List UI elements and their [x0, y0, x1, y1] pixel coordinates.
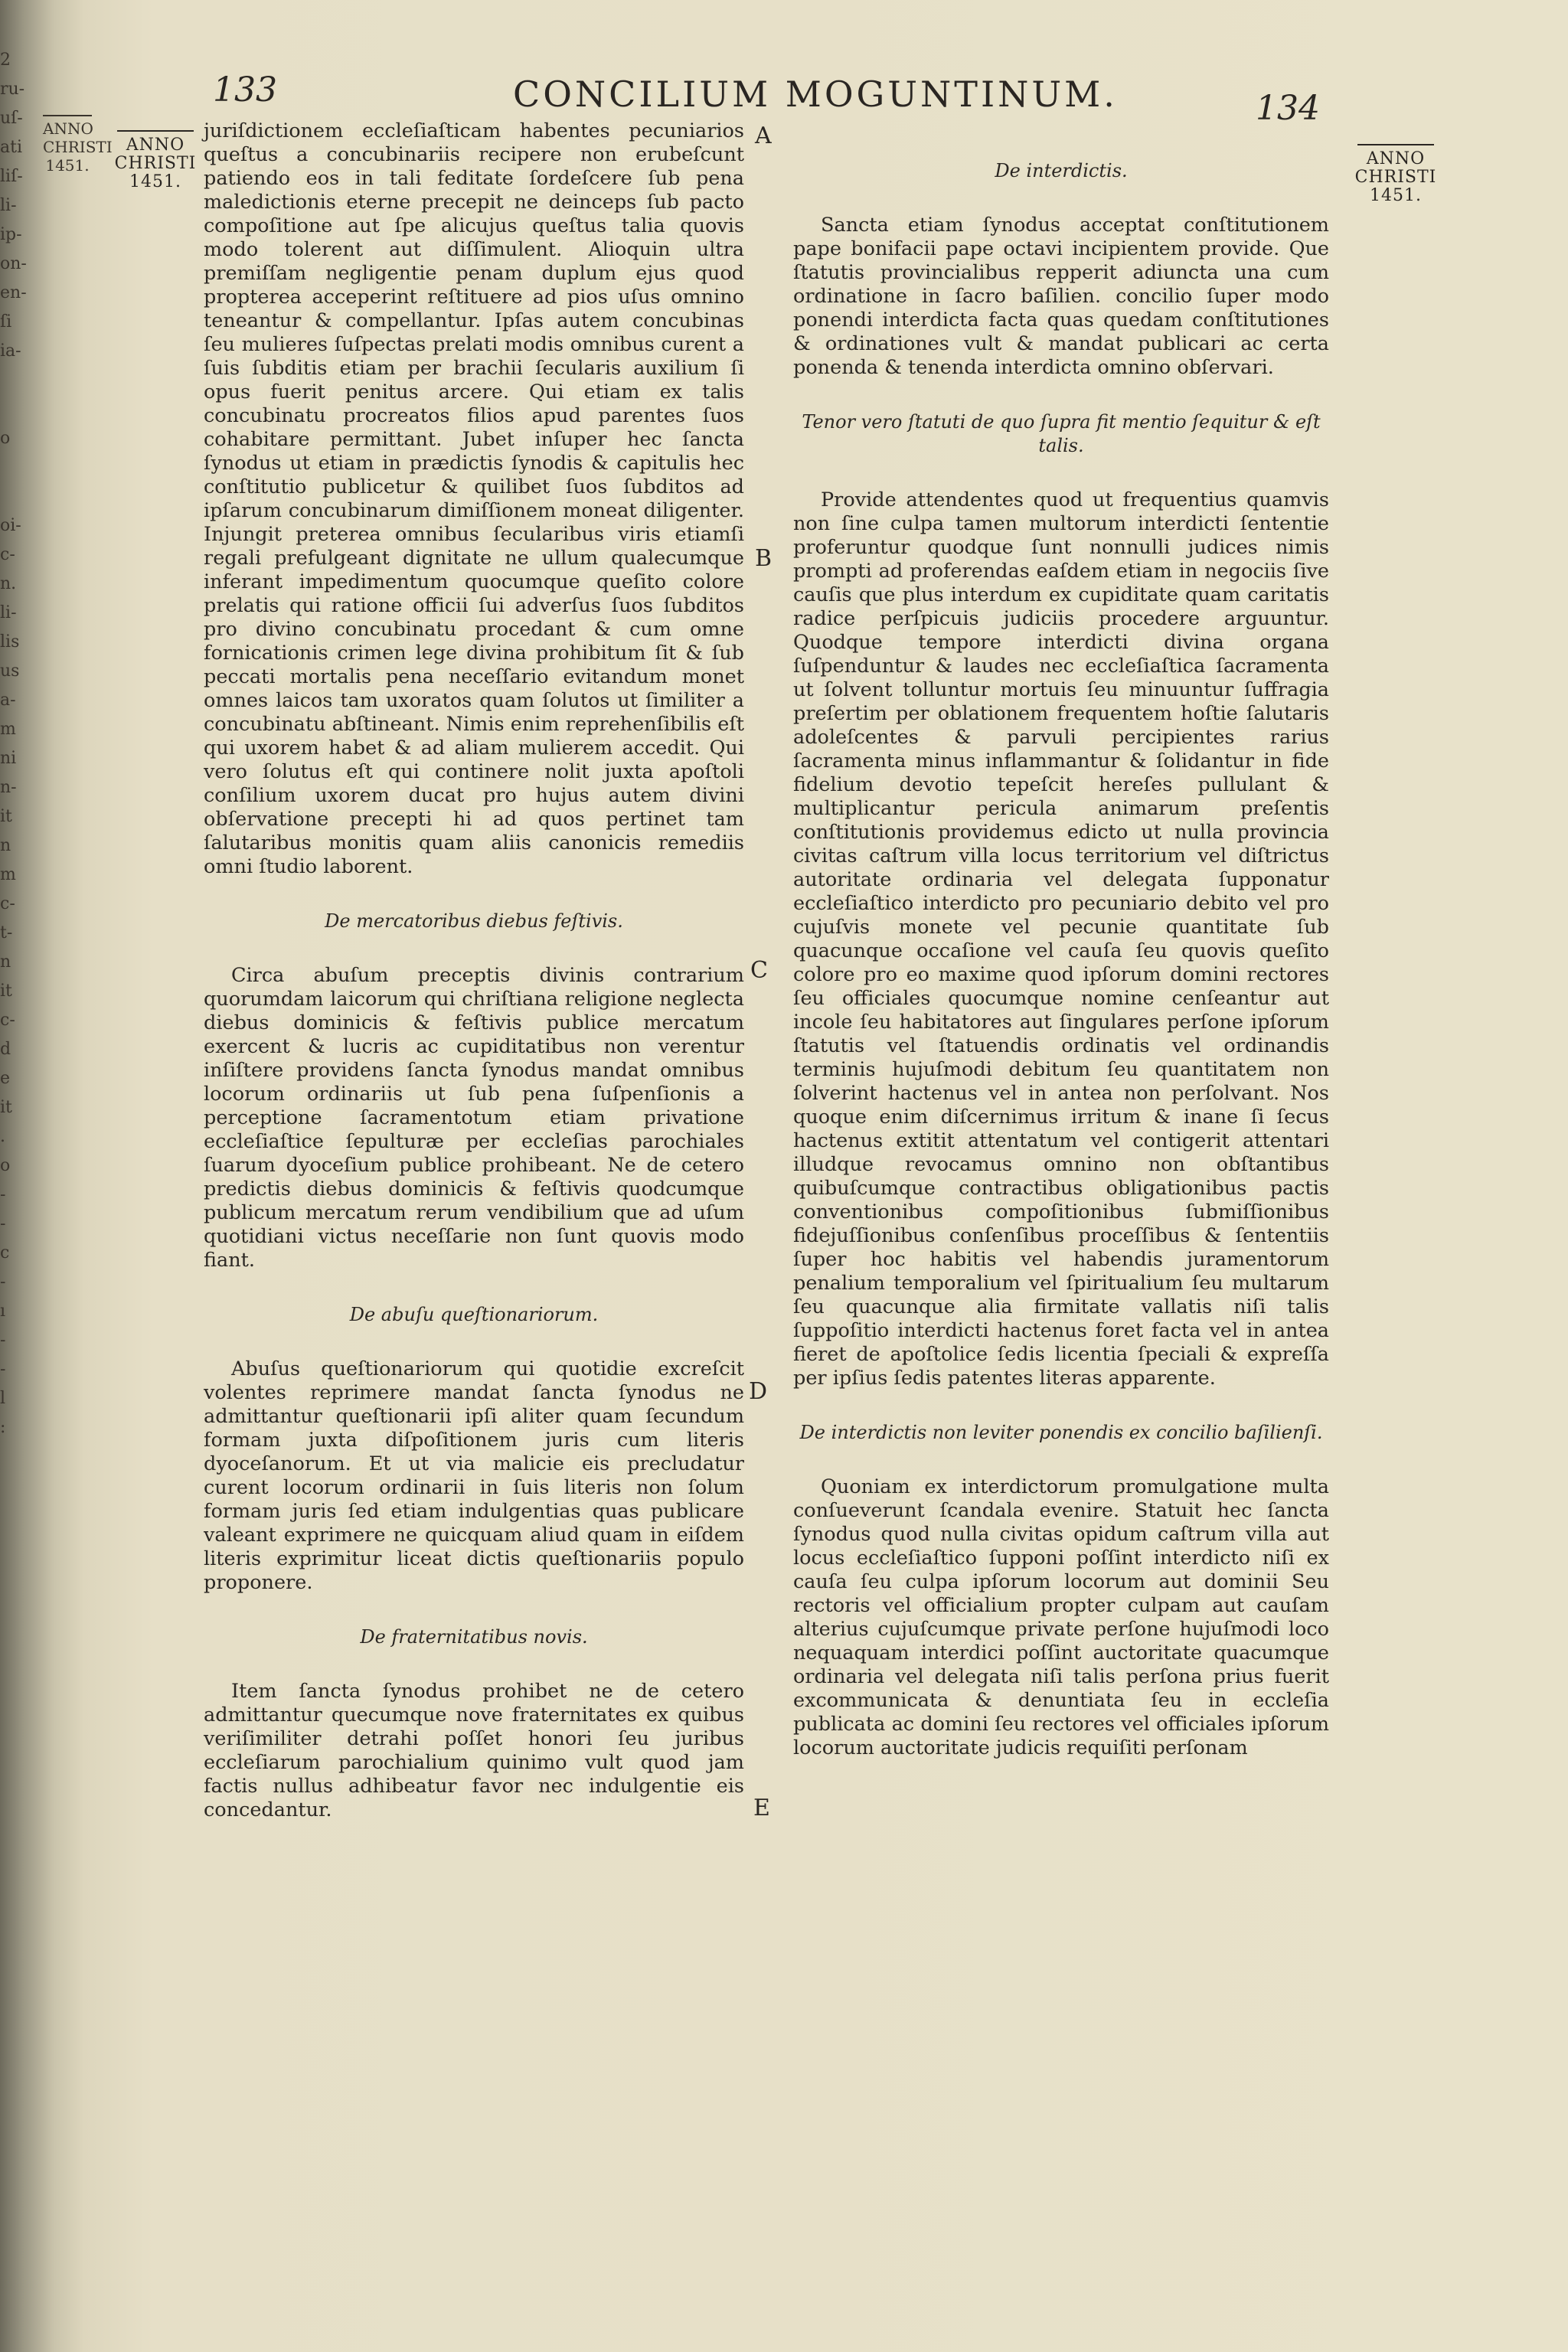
section-heading: De mercatoribus diebus feſtivis.	[325, 910, 623, 932]
page-number-left: 133	[213, 70, 277, 109]
left-column	[204, 119, 744, 1822]
previous-page-anno-note: ANNO CHRISTI 1451.	[43, 115, 92, 175]
section-heading: De abuſu queſtionariorum.	[349, 1304, 599, 1325]
running-title: CONCILIUM MOGUNTINUM.	[513, 74, 1118, 115]
margin-note-rule	[1357, 144, 1434, 145]
section-letter-c: C	[750, 957, 768, 984]
page-number-right: 134	[1256, 89, 1320, 128]
margin-note-left: ANNO CHRISTI 1451.	[113, 130, 198, 191]
paragraph: Provide attendentes quod ut frequentius quamvis non ſine culpa tamen multorum interdicti ſententie proferuntur quodque ſunt nonnulli judices nimis prompti ad proferendas eaſdem etiam in negociis ſive cauſis que plus interdum ex cupiditate quam caritatis radice perſpicuis judiciis procedere arguuntur. Quodque tempore interdicti divina organa ſuſpenduntur & laudes nec eccleſiaſtica ſacramenta ut ſolvent tolluntur mortuis ſeu minuuntur ſuffragia preſertim per oblationem frequentem hoſtie ſalutaris adoleſcentes & parvuli percipientes rarius ſacramenta minus inflammantur & ſolidantur in fide fidelium devotio tepeſcit hereſes pullulant & multiplicantur pericula animarum preſentis conſtitutionis providemus edicto ut nulla provincia civitas caſtrum villa locus territorium vel diſtrictus autoritate ordinaria vel delegata ſupponatur eccleſiaſtico interdicto pro pecuniario debito vel pro cujuſvis monete vel pecunie quantitate ſub quacunque occaſione vel cauſa ſeu quovis queſito colore pro eo maxime quod ipſorum domini rectores ſeu officiales quocumque nomine cenſeantur aut incole ſeu habitatores aut ſingulares perſone ipſorum ſtatutis vel ſtatuendis ordinatis vel ordinandis terminis hujuſmodi debitum ſeu quantitatem non ſolverint hactenus vel in antea non perſolvant. Nos quoque enim diſcernimus irritum & inane ſi ſecus hactenus extitit attentatum vel contigerit attentari illudque revocamus omnino non obſtantibus quibuſcumque contractibus obligationibus pactis conventionibus compoſitionibus ſubmiſſionibus fidejuſſionibus conſenſibus proceſſibus & ſententiis ſuper hoc habitis vel habendis juramentorum penalium temporalium vel ſpiritualium ſeu multarum ſeu quacunque alia firmitate vallatis niſi talis ſuppoſitio interdicti hactenus foret facta vel in antea fieret de apoſtolice ſedis licentia ſpeciali & expreſſa per ipſius ſedis patentes literas apparente.	[793, 488, 1329, 1390]
section-heading: De fraternitatibus novis.	[360, 1626, 588, 1648]
previous-page-edge-text: 2 ru- uſ- ati liſ- li- ip- on- en- ſi ia- o oi- c- n. li- lis us a- m ni n- it n m c- t- n it c- d e it . o - - c - ı - - l :	[0, 51, 27, 1437]
paragraph: Quoniam ex interdictorum promulgatione multa conſueverunt ſcandala evenire. Statuit hec ſancta ſynodus quod nulla civitas opidum caſtrum villa aut locus eccleſiaſtico ſupponi poſſint interdicto niſi ex cauſa ſeu culpa ipſorum locorum aut dominii Seu rectoris vel officialium propter culpam aut cauſam alterius cujuſcumque private perſone hujuſmodi loco nequaquam interdici poſſint auctoritate quacumque ordinaria vel delegata niſi talis perſona prius fuerit excommunicata & denuntiata ſeu in eccleſia publicata ac domini ſeu rectores vel officiales ipſorum locorum auctoritate judicis requiſiti perſonam	[793, 1475, 1329, 1759]
margin-note-right: ANNO CHRISTI 1451.	[1354, 144, 1438, 205]
paragraph: juriſdictionem eccleſiaſticam habentes pecuniarios queſtus a concubinariis recipere non erubeſcunt patiendo eos in tali feditate ſordeſcere ſub pena maledictionis eterne precepit ne deinceps ſub pacto compoſitione aut ſpe alicujus queſtus talia quovis modo tolerent aut diſſimulent. Alioquin ultra premiſſam negligentie penam duplum ejus quod propterea acceperint reſtituere ad pios uſus omnino teneantur & compellantur. Ipſas autem concubinas ſeu mulieres ſuſpectas prelati modis omnibus curent a ſuis ſubditis etiam per brachii ſecularis auxilium ſi opus fuerit penitus arcere. Qui etiam ex talis concubinatu procreatos filios apud parentes ſuos cohabitare permittant. Jubet inſuper hec ſancta ſynodus ut etiam in prædictis ſynodis & capitulis hec conſtitutio publicetur & quilibet ſuos ſubditos ad ipſarum concubinarum dimiſſionem moneat diligenter. Injungit preterea omnibus ſecularibus viris etiamſi regali prefulgeant dignitate ne ullum qualecumque inferant impedimentum quocumque queſito colore prelatis qui ratione officii ſui adverſus ſuos ſubditos pro divino concubinatu procedant & cum omne fornicationis crimen lege divina prohibitum ſit & ſub peccati mortalis pena neceſſario evitandum monet omnes laicos tam uxoratos quam ſolutos ut ſimiliter a concubinatu abſtineant. Nimis enim reprehenſibilis eſt qui uxorem habet & ad aliam mulierem accedit. Qui vero ſolutus eſt qui continere nolit juxta apoſtoli conſilium uxorem ducat pro hujus autem divini obſervatione precepti hi ad quos pertinet tam ſalutaribus monitis quam aliis canonicis remediis omni ſtudio laborent.	[204, 119, 744, 878]
section-heading: De interdictis non leviter ponendis ex concilio baſilienſi.	[799, 1422, 1323, 1443]
section-heading: De interdictis.	[995, 160, 1128, 181]
margin-note-rule	[117, 130, 194, 132]
section-heading: Tenor vero ſtatuti de quo ſupra fit mentio ſequitur & eſt talis.	[802, 411, 1321, 456]
section-letter-a: A	[755, 122, 772, 149]
paragraph: Sancta etiam ſynodus acceptat conſtitutionem pape bonifacii pape octavi incipientem provide. Que ſtatutis provincialibus repperit adiuncta una cum ordinatione in ſacro baſilien. concilio ſuper modo ponendi interdicta facta quas quedam conſtitutiones & ordinationes vult & mandat publicari ac certa ponenda & tenenda interdicta omnino obſervari.	[793, 214, 1329, 379]
paragraph: Abuſus queſtionariorum qui quotidie excreſcit volentes reprimere mandat ſancta ſynodus ne admittantur queſtionarii ipſi aliter quam ſecundum formam juxta diſpoſitionem juris cum literis dyoceſanorum. Et ut via malicie eis precludatur curent locorum ordinarii in ſuis literis non ſolum formam juris ſed etiam indulgentias quas publicare valeant exprimere ne quicquam aliud quam in eiſdem literis exprimitur liceat dictis queſtionariis populo proponere.	[204, 1357, 744, 1594]
section-letter-d: D	[749, 1378, 768, 1405]
section-letter-b: B	[755, 545, 773, 572]
right-column	[793, 153, 1329, 1760]
running-header	[207, 70, 1332, 128]
section-letter-e: E	[753, 1795, 770, 1821]
paragraph: Item ſancta ſynodus prohibet ne de cetero admittantur quecumque nove fraternitates ex quibus veriſimiliter detrahi poſſet honori ſeu juribus eccleſiarum parochialium quinimo vult quod jam factis nullus adhibeatur favor nec indulgentie eis concedantur.	[204, 1680, 744, 1821]
paragraph: Circa abuſum preceptis divinis contrarium quorumdam laicorum qui chriſtiana religione neglecta diebus dominicis & feſtivis publice mercatum exercent & lucris ac cupiditatibus non verentur inſiſtere providens ſancta ſynodus mandat omnibus locorum ordinariis ut ſub pena ſuſpenſionis a perceptione ſacramentotum etiam privatione eccleſiaſtice ſepulturæ per eccleſias parochiales ſuarum dyoceſium publice prohibeant. Ne de cetero predictis diebus dominicis & feſtivis quodcumque publicum mercatum rerum vendibilium que ad uſum quotidiani victus neceſſarie non ſunt quovis modo fiant.	[204, 964, 744, 1272]
